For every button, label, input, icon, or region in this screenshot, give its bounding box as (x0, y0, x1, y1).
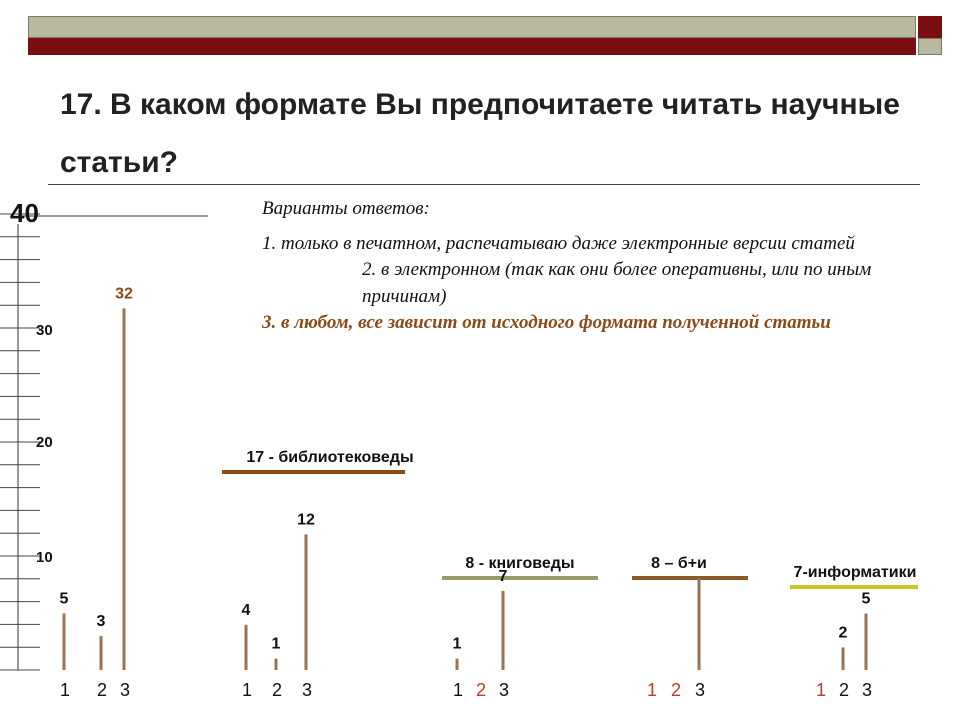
x-tick-label: 3 (861, 680, 873, 700)
group-label: 8 - книговеды (465, 555, 575, 572)
data-label: 2 (838, 624, 848, 642)
x-tick-label: 2 (271, 680, 283, 700)
y-axis-label: 10 (36, 549, 53, 566)
y-axis-label: 20 (36, 434, 53, 451)
x-tick-label: 1 (646, 680, 658, 700)
y-axis-label: 40 (10, 198, 39, 228)
x-tick-label: 3 (694, 680, 706, 700)
group-label: 8 – б+и (651, 555, 707, 572)
answer-option-3: 3. в любом, все зависит от исходного формата полученной статьи (262, 312, 831, 333)
x-tick-label: 3 (119, 680, 131, 700)
answer-option-1: 1. только в печатном, распечатываю даже электронные версии статей (262, 232, 855, 254)
data-label: 5 (861, 590, 871, 608)
data-label: 12 (297, 511, 315, 529)
x-tick-label: 2 (96, 680, 108, 700)
x-tick-label: 3 (301, 680, 313, 700)
answer-option-2: 2. в электронном (так как они более оперативны, или по иным причинам) (362, 259, 872, 307)
data-label: 1 (452, 635, 462, 653)
x-tick-label: 1 (59, 680, 71, 700)
data-label: 7 (498, 567, 508, 585)
x-tick-label: 1 (815, 680, 827, 700)
x-tick-label: 1 (452, 680, 464, 700)
x-tick-label: 3 (498, 680, 510, 700)
group-label: 7-информатики (793, 564, 917, 581)
x-tick-label: 2 (475, 680, 487, 700)
data-label: 1 (271, 635, 281, 653)
group-label: 17 - библиотековеды (246, 449, 414, 466)
data-label: 32 (115, 285, 133, 303)
answer-options-header: Варианты ответов: (262, 198, 430, 219)
data-label: 4 (241, 601, 251, 619)
y-axis-label: 30 (36, 322, 53, 339)
data-label: 3 (96, 613, 106, 631)
x-tick-label: 2 (838, 680, 850, 700)
x-tick-label: 1 (241, 680, 253, 700)
data-label: 5 (59, 590, 69, 608)
slide-title: 17. В каком формате Вы предпочитаете читать научные статьи? (60, 88, 900, 179)
x-tick-label: 2 (670, 680, 682, 700)
